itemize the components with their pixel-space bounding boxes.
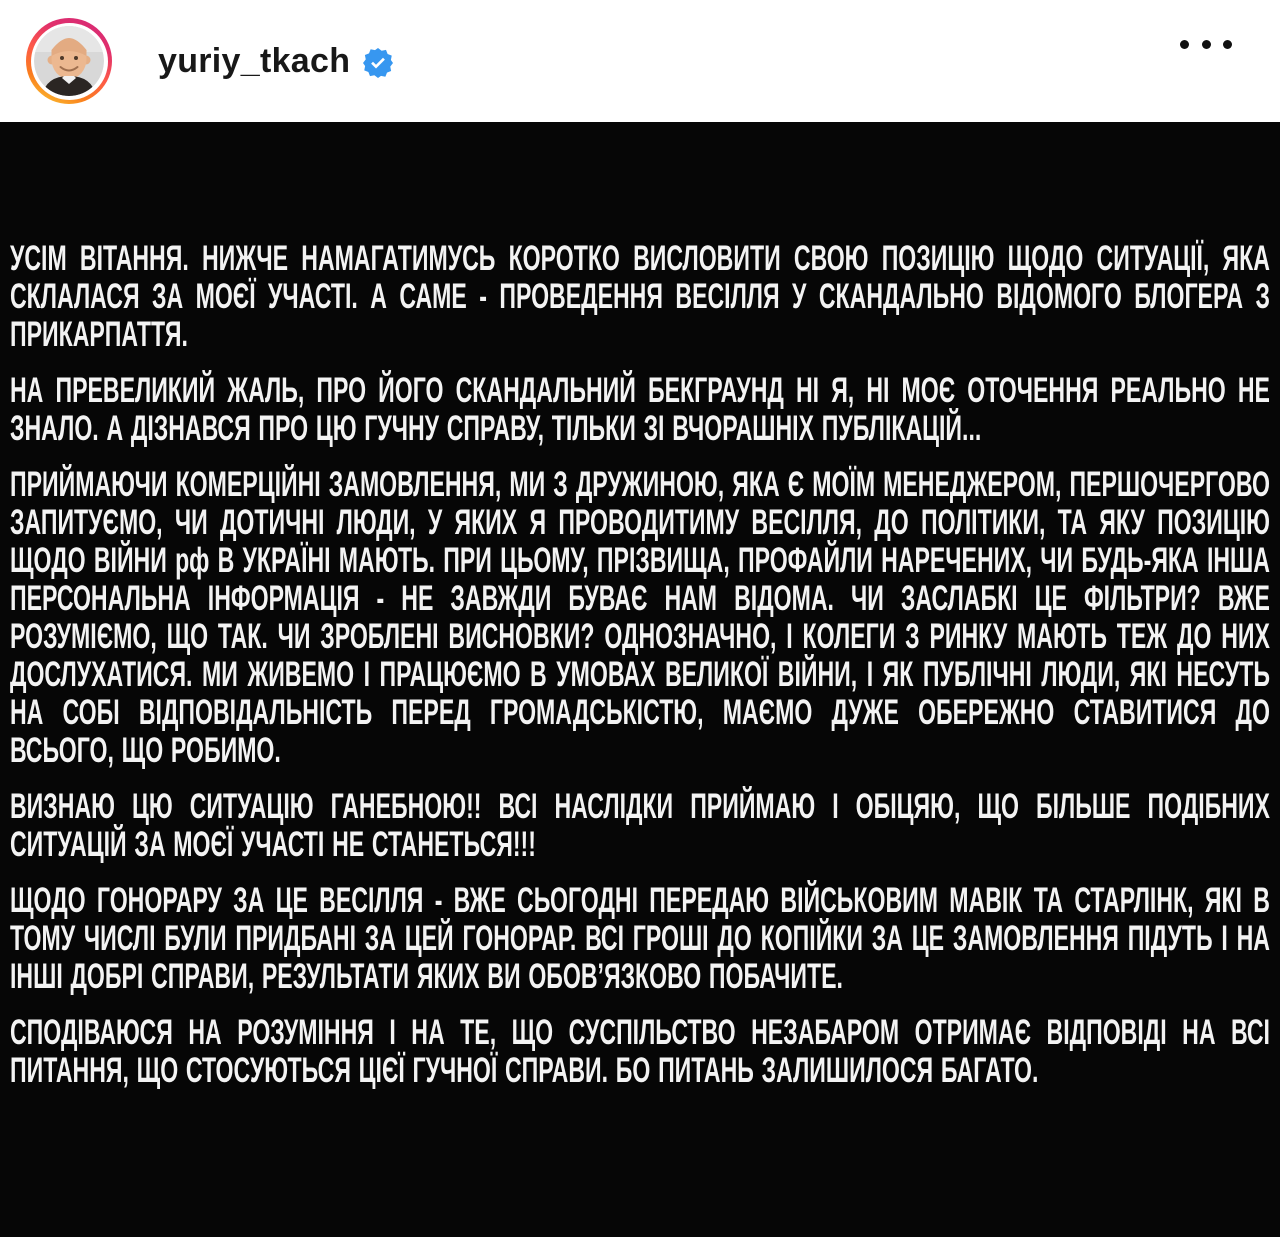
caption-paragraph: ВИЗНАЮ ЦЮ СИТУАЦІЮ ГАНЕБНОЮ!! ВСІ НАСЛІДКИ ПРИЙМАЮ І ОБІЦЯЮ, ЩО БІЛЬШЕ ПОДІБНИХ СИТУАЦІЙ ЗА МОЄЇ УЧАСТІ НЕ СТАНЕТЬСЯ!!! bbox=[10, 787, 1270, 864]
avatar[interactable] bbox=[34, 26, 104, 96]
more-options-button[interactable] bbox=[1176, 30, 1236, 58]
caption-paragraph: УСІМ ВІТАННЯ. НИЖЧЕ НАМАГАТИМУСЬ КОРОТКО ВИСЛОВИТИ СВОЮ ПОЗИЦІЮ ЩОДО СИТУАЦІЇ, ЯКА СКЛАЛАСЯ ЗА МОЄЇ УЧАСТІ. А САМЕ - ПРОВЕДЕННЯ ВЕСІЛЛЯ У СКАНДАЛЬНО ВІДОМОГО БЛОГЕРА З ПРИКАРПАТТЯ. bbox=[10, 239, 1270, 354]
username[interactable]: yuriy_tkach bbox=[158, 41, 351, 80]
image-text-block bbox=[10, 240, 1270, 1090]
caption-paragraph: СПОДІВАЮСЯ НА РОЗУМІННЯ І НА ТЕ, ЩО СУСПІЛЬСТВО НЕЗАБАРОМ ОТРИМАЄ ВІДПОВІДІ НА ВСІ ПИТАННЯ, ЩО СТОСУЮТЬСЯ ЦІЄЇ ГУЧНОЇ СПРАВИ. БО ПИТАНЬ ЗАЛИШИЛОСЯ БАГАТО. bbox=[10, 1013, 1270, 1090]
ellipsis-dot-icon bbox=[1223, 40, 1232, 49]
caption-paragraph: ЩОДО ГОНОРАРУ ЗА ЦЕ ВЕСІЛЛЯ - ВЖЕ СЬОГОДНІ ПЕРЕДАЮ ВІЙСЬКОВИМ МАВІК ТА СТАРЛІНК, ЯКІ В ТОМУ ЧИСЛІ БУЛИ ПРИДБАНІ ЗА ЦЕЙ ГОНОРАР. ВСІ ГРОШІ ДО КОПІЙКИ ЗА ЦЕ ЗАМОВЛЕННЯ ПІДУТЬ І НА ІНШІ ДОБРІ СПРАВИ, РЕЗУЛЬТАТИ ЯКИХ ВИ ОБОВ’ЯЗКОВО ПОБАЧИТЕ. bbox=[10, 881, 1270, 996]
caption-paragraph: НА ПРЕВЕЛИКИЙ ЖАЛЬ, ПРО ЙОГО СКАНДАЛЬНИЙ БЕКГРАУНД НІ Я, НІ МОЄ ОТОЧЕННЯ РЕАЛЬНО НЕ ЗНАЛО. А ДІЗНАВСЯ ПРО ЦЮ ГУЧНУ СПРАВУ, ТІЛЬКИ ЗІ ВЧОРАШНІХ ПУБЛІКАЦІЙ... bbox=[10, 371, 1270, 448]
ellipsis-dot-icon bbox=[1180, 40, 1189, 49]
story-ring[interactable] bbox=[26, 18, 112, 104]
post-header bbox=[0, 0, 1280, 122]
caption-paragraph: ПРИЙМАЮЧИ КОМЕРЦІЙНІ ЗАМОВЛЕННЯ, МИ З ДРУЖИНОЮ, ЯКА Є МОЇМ МЕНЕДЖЕРОМ, ПЕРШОЧЕРГОВО ЗАПИТУЄМО, ЧИ ДОТИЧНІ ЛЮДИ, У ЯКИХ Я ПРОВОДИТИМУ ВЕСІЛЛЯ, ДО ПОЛІТИКИ, ТА ЯКУ ПОЗИЦІЮ ЩОДО ВІЙНИ рф В УКРАЇНІ МАЮТЬ. ПРИ ЦЬОМУ, ПРІЗВИЩА, ПРОФАЙЛИ НАРЕЧЕНИХ, ЧИ БУДЬ-ЯКА ІНША ПЕРСОНАЛЬНА ІНФОРМАЦІЯ - НЕ ЗАВЖДИ БУВАЄ НАМ ВІДОМА. ЧИ ЗАСЛАБКІ ЦЕ ФІЛЬТРИ? ВЖЕ РОЗУМІЄМО, ЩО ТАК. ЧИ ЗРОБЛЕНІ ВИСНОВКИ? ОДНОЗНАЧНО, І КОЛЕГИ З РИНКУ МАЮТЬ ТЕЖ ДО НИХ ДОСЛУХАТИСЯ. МИ ЖИВЕМО І ПРАЦЮЄМО В УМОВАХ ВЕЛИКОЇ ВІЙНИ, І ЯК ПУБЛІЧНІ ЛЮДИ, ЯКІ НЕСУТЬ НА СОБІ ВІДПОВІДАЛЬНІСТЬ ПЕРЕД ГРОМАДСЬКІСТЮ, МАЄМО ДУЖЕ ОБЕРЕЖНО СТАВИТИСЯ ДО ВСЬОГО, ЩО РОБИМО. bbox=[10, 465, 1270, 770]
profile-photo-icon bbox=[34, 26, 104, 96]
verified-badge-icon bbox=[363, 48, 393, 78]
post-image[interactable] bbox=[0, 122, 1280, 1237]
avatar-ring-gap bbox=[31, 23, 108, 100]
ellipsis-dot-icon bbox=[1202, 40, 1211, 49]
